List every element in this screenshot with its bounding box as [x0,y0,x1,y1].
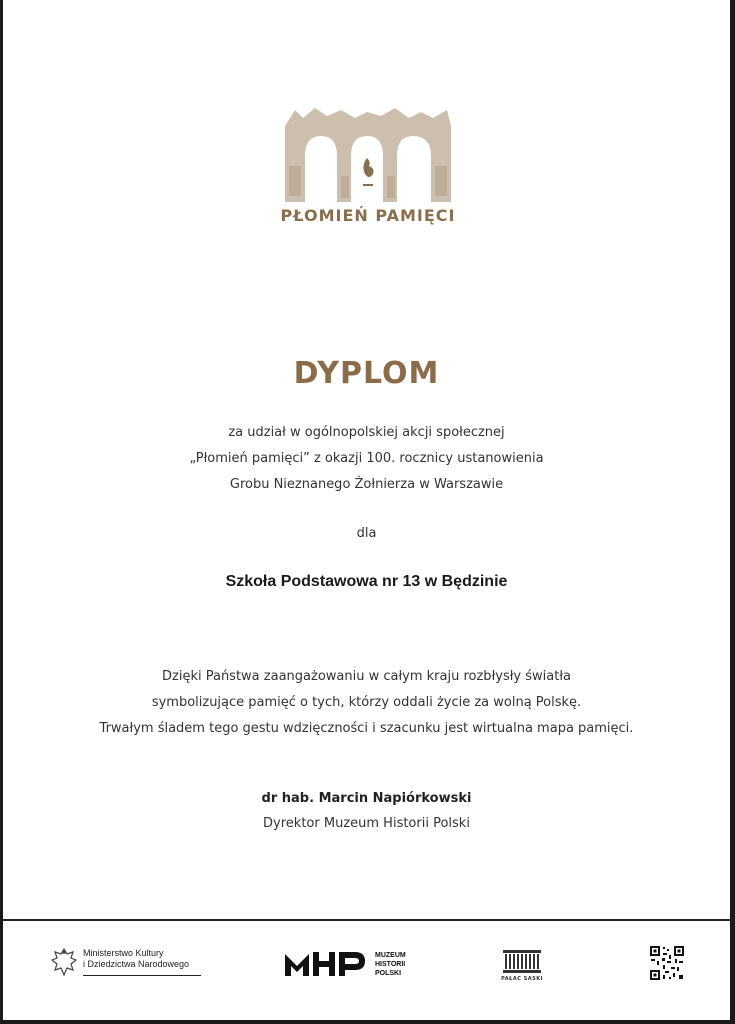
palac-saski-logo [499,946,545,986]
signatory-name: dr hab. Marcin Napiórkowski [261,791,472,806]
museum-line: HISTORII [375,961,406,968]
intro-text [3,420,730,498]
qr-code-icon [649,945,685,981]
saski-label: PAŁAC SASKI [501,976,543,982]
colonnade-icon [499,946,545,976]
ministry-line: i Dziedzictwa Narodowego [83,959,190,969]
ministry-line: Ministerstwo Kultury [83,948,164,958]
eagle-emblem-icon [49,946,79,978]
footer-logos [3,940,730,990]
thanks-line: Trwałym śladem tego gestu wdzięczności i szacunku jest wirtualna mapa pamięci. [99,721,634,736]
museum-text [375,951,406,978]
ministry-underline [83,975,201,976]
ministry-logo [49,946,219,982]
ministry-text [83,948,189,970]
thanks-text [3,664,730,742]
intro-line: „Płomień pamięci” z okazji 100. rocznicy ustanowienia [189,451,544,466]
museum-logo [283,948,423,982]
thanks-line: Dzięki Państwa zaangażowaniu w całym kraju rozbłysły światła [162,669,571,684]
thanks-line: symbolizujące pamięć o tych, którzy oddali życie za wolną Polskę. [151,695,582,710]
diploma-title: DYPLOM [293,356,440,391]
intro-line: Grobu Nieznanego Żołnierza w Warszawie [229,477,504,492]
arcade-flame-icon [281,106,455,206]
diploma-page [3,0,730,1020]
footer-divider [3,919,730,921]
mhp-mark-icon [283,948,371,978]
intro-line: za udział w ogólnopolskiej akcji społecznej [228,425,505,440]
museum-line: MUZEUM [375,952,406,959]
signatory-role: Dyrektor Muzeum Historii Polski [263,816,470,831]
for-label: dla [356,526,377,541]
logo-text: PŁOMIEŃ PAMIĘCI [280,206,456,225]
recipient-name: Szkoła Podstawowa nr 13 w Będzinie [225,573,508,590]
plomien-pamieci-logo [273,106,463,236]
museum-line: POLSKI [375,970,402,977]
